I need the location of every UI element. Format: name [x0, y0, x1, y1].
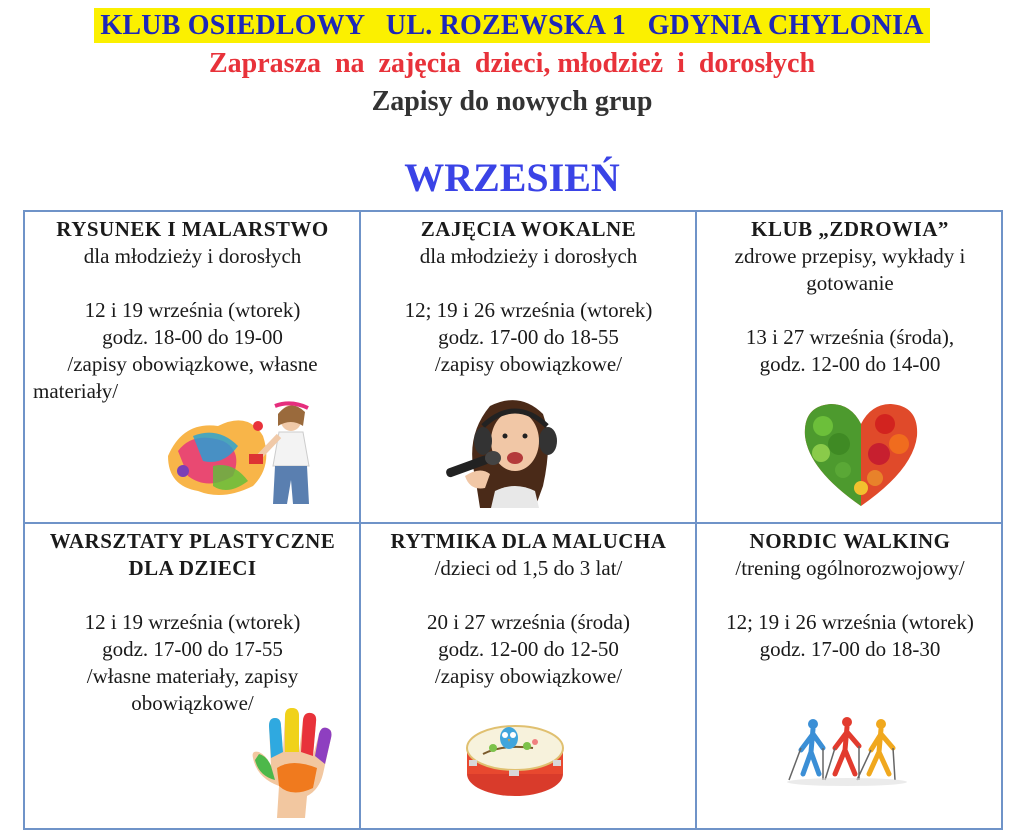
singer-with-microphone-illustration [435, 396, 587, 508]
owl-tambourine-illustration [463, 708, 567, 802]
activity-note: materiały/ [33, 379, 119, 403]
activity-hours: godz. 17-00 do 17-55 [102, 637, 283, 661]
enrollment-line: Zapisy do nowych grup [371, 86, 653, 117]
activity-audience: dla młodzieży i dorosłych [83, 244, 302, 268]
activity-drawing-painting [25, 212, 360, 522]
activity-title: DLA DZIECI [128, 556, 257, 580]
club-header [0, 10, 1024, 48]
activity-rhythmics-toddlers [361, 524, 696, 824]
activity-audience: /trening ogólnorozwojowy/ [735, 556, 965, 580]
activity-title: ZAJĘCIA WOKALNE [420, 217, 637, 241]
nordic-walkers-illustration [783, 714, 913, 788]
activity-note: /zapisy obowiązkowe/ [434, 664, 623, 688]
activity-dates: 12 i 19 września (wtorek) [84, 298, 301, 322]
activity-hours: godz. 17-00 do 18-55 [438, 325, 619, 349]
activity-dates: 12 i 19 września (wtorek) [84, 610, 301, 634]
activity-health-club [697, 212, 1003, 522]
activity-dates: 12; 19 i 26 września (wtorek) [404, 298, 653, 322]
activity-vocal-classes [361, 212, 696, 522]
activity-note: /własne materiały, zapisy [86, 664, 299, 688]
painting-girl-illustration [163, 396, 323, 508]
activity-title: WARSZTATY PLASTYCZNE [49, 529, 336, 553]
activity-dates: 12; 19 i 26 września (wtorek) [726, 610, 974, 634]
activity-hours: godz. 18-00 do 19-00 [102, 325, 283, 349]
activity-title: RYSUNEK I MALARSTWO [56, 217, 329, 241]
vegetable-heart-illustration [801, 398, 921, 510]
activity-title: KLUB „ZDROWIA” [751, 217, 949, 241]
activity-dates: 13 i 27 września (środa), [745, 325, 955, 349]
activity-note: obowiązkowe/ [131, 691, 254, 715]
activity-title: NORDIC WALKING [749, 529, 951, 553]
activity-note: /zapisy obowiązkowe, własne [67, 352, 318, 376]
activity-dates: 20 i 27 września (środa) [427, 610, 630, 634]
activity-art-workshops-kids [25, 524, 360, 824]
activity-nordic-walking [697, 524, 1003, 824]
activity-hours: godz. 17-00 do 18-30 [759, 637, 941, 661]
painted-hand-illustration [247, 708, 337, 818]
month-title: WRZESIEŃ [404, 155, 620, 200]
activity-hours: godz. 12-00 do 12-50 [438, 637, 619, 661]
activity-hours: godz. 12-00 do 14-00 [759, 352, 941, 376]
activity-audience: zdrowe przepisy, wykłady i [734, 244, 966, 268]
activity-audience: /dzieci od 1,5 do 3 lat/ [434, 556, 623, 580]
activity-audience: gotowanie [806, 271, 894, 295]
club-name: KLUB OSIEDLOWY UL. ROZEWSKA 1 GDYNIA CHYLONIA [94, 8, 929, 43]
invitation-line: Zaprasza na zajęcia dzieci, młodzież i dorosłych [208, 48, 816, 79]
activity-audience: dla młodzieży i dorosłych [419, 244, 638, 268]
activity-note: /zapisy obowiązkowe/ [434, 352, 623, 376]
activity-title: RYTMIKA DLA MALUCHA [390, 529, 667, 553]
schedule-grid [23, 210, 1003, 830]
